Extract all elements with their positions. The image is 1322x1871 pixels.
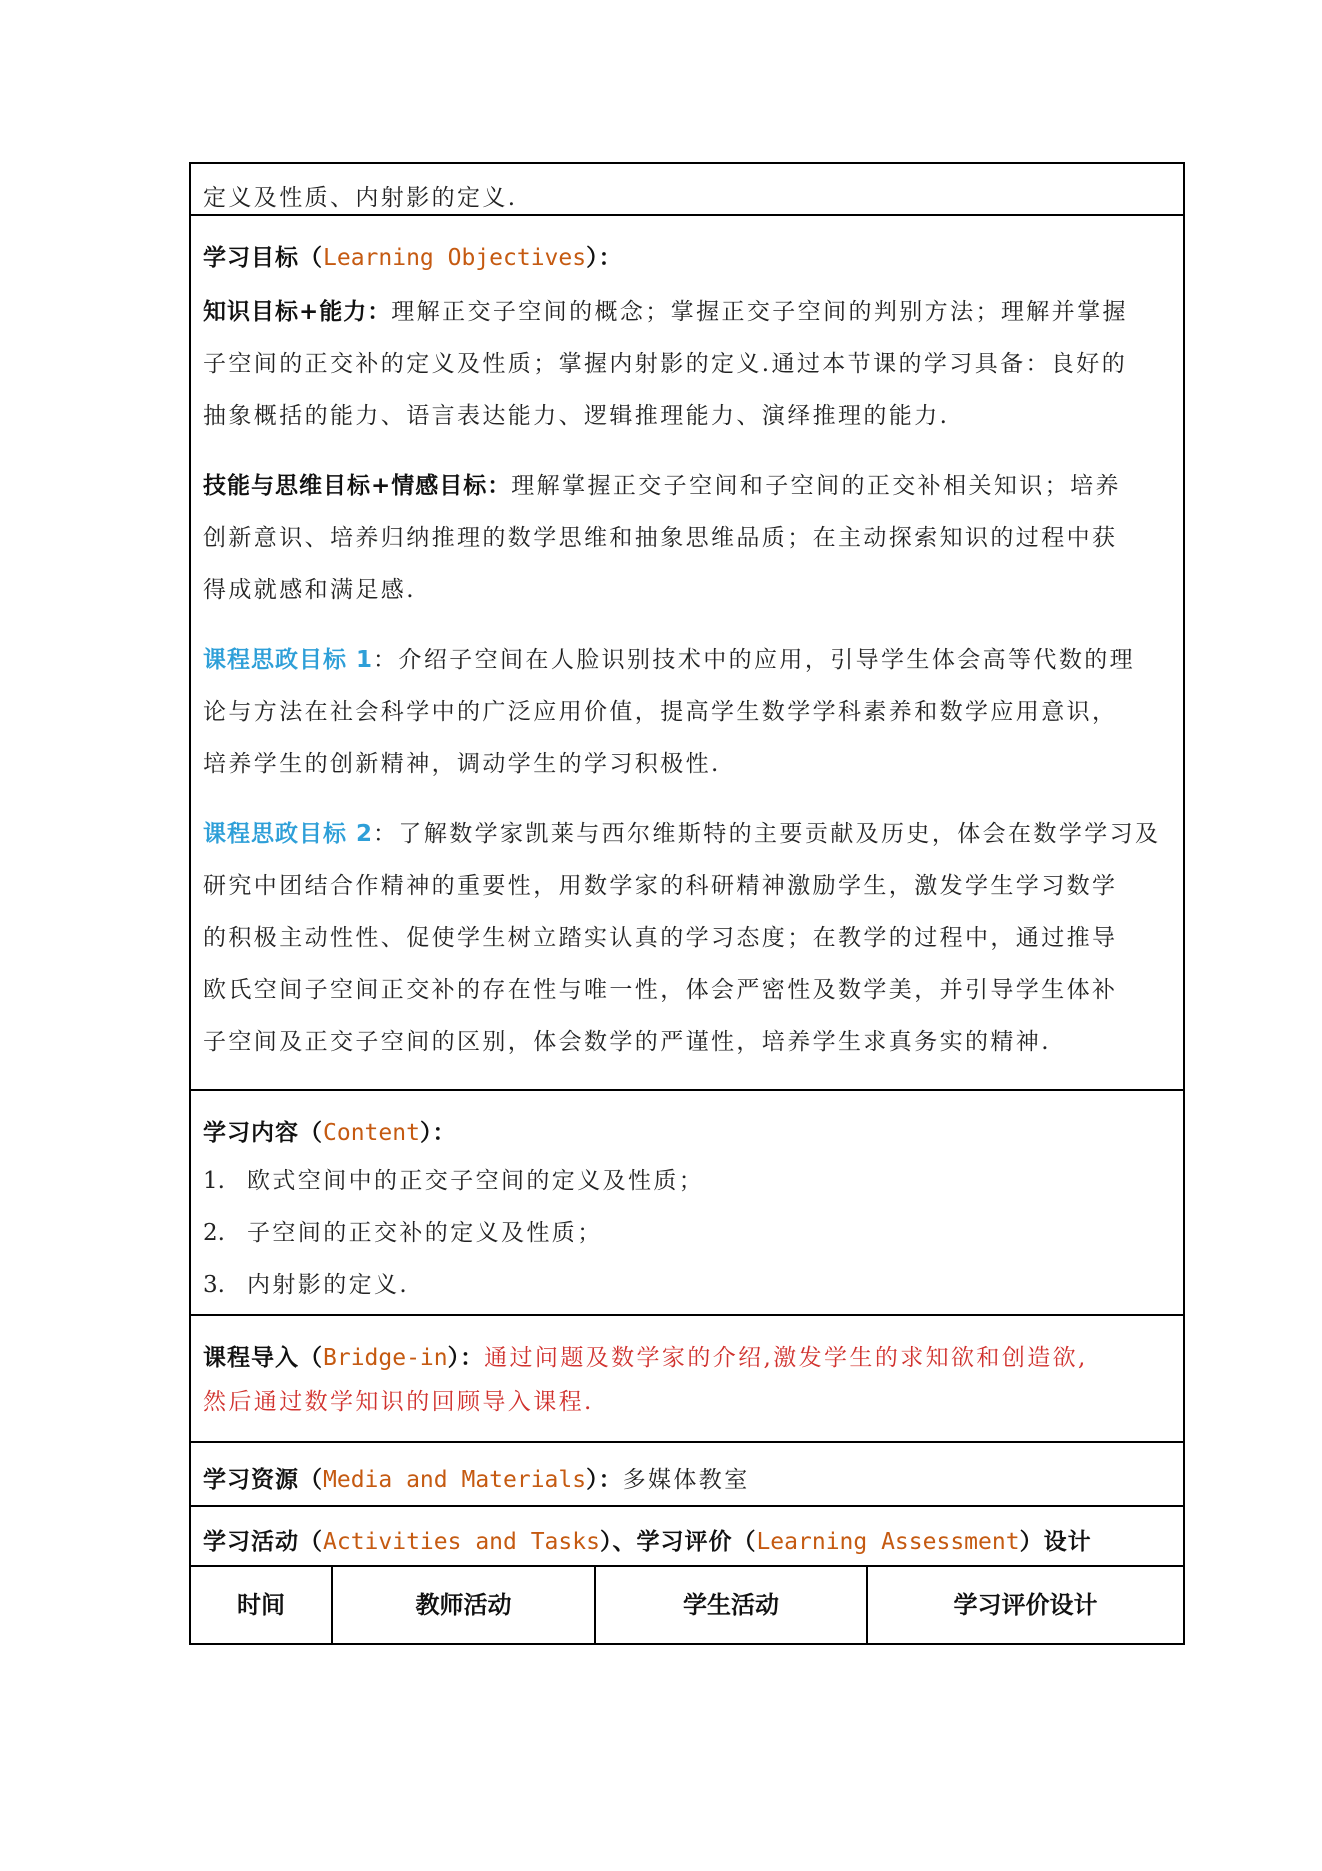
ideology-objective-2: 课程思政目标 2：了解数学家凯莱与西尔维斯特的主要贡献及历史，体会在数学学习及 研究中团结合作精神的重要性，用数学家的科研精神激励学生，激发学生学习数学 的积极主动性性、促使学生树立踏实认真的学习态度；在教学的过程中，通过推导 欧氏空间子空间正交补的存在性与唯一性，体会严密性及数学美，并引导学生体补 子空间及正交子空间的区别，体会数学的严谨性，培养学生求真务实的精神. — [203, 821, 1161, 1055]
skills-objective: 技能与思维目标+情感目标：理解掌握正交子空间和子空间的正交补相关知识；培养 创新意识、培养归纳推理的数学思维和抽象思维品质；在主动探索知识的过程中获 得成就感和满足感. — [203, 473, 1121, 603]
objectives-heading: 学习目标（Learning Objectives）： — [203, 245, 623, 271]
continuation-text: 定义及性质、内射影的定义. — [203, 185, 518, 211]
knowledge-label: 知识目标+能力： — [203, 299, 392, 325]
schedule-header-row — [191, 1567, 1183, 1643]
content-heading: 学习内容（Content）： — [203, 1120, 457, 1146]
objectives-section — [191, 216, 1183, 1091]
ideology-label-2: 课程思政目标 2 — [203, 821, 374, 847]
bridge-in-section: 课程导入（Bridge-in）：通过问题及数学家的介绍,激发学生的求知欲和创造欲, 然后通过数学知识的回顾导入课程. — [191, 1316, 1183, 1443]
media-section: 学习资源（Media and Materials）：多媒体教室 — [191, 1443, 1183, 1507]
list-item: 2. 子空间的正交补的定义及性质； — [203, 1220, 603, 1246]
content-section — [191, 1091, 1183, 1316]
bridge-in-text: 通过问题及数学家的介绍,激发学生的求知欲和创造欲, — [484, 1345, 1088, 1371]
ideology-objective-1: 课程思政目标 1：介绍子空间在人脸识别技术中的应用，引导学生体会高等代数的理 论与方法在社会科学中的广泛应用价值，提高学生数学学科素养和数学应用意识， 培养学生的创新精神，调动学生的学习积极性. — [203, 647, 1136, 777]
knowledge-objective: 知识目标+能力：理解正交子空间的概念；掌握正交子空间的判别方法；理解并掌握 子空间的正交补的定义及性质；掌握内射影的定义.通过本节课的学习具备：良好的 抽象概括的能力、语言表达能力、逻辑推理能力、演绎推理的能力. — [203, 299, 1128, 429]
col-time-header: 时间 — [191, 1567, 333, 1643]
list-item: 1. 欧式空间中的正交子空间的定义及性质； — [203, 1168, 705, 1194]
continuation-row — [191, 164, 1183, 216]
skills-label: 技能与思维目标+情感目标： — [203, 473, 512, 499]
media-value: 多媒体教室 — [622, 1467, 750, 1493]
lesson-plan-table — [189, 162, 1185, 1645]
activities-section: 学习活动（Activities and Tasks）、学习评价（Learning Assessment）设计 — [191, 1507, 1183, 1567]
col-teacher-header: 教师活动 — [333, 1567, 596, 1643]
col-student-header: 学生活动 — [596, 1567, 868, 1643]
list-item: 3. 内射影的定义. — [203, 1272, 410, 1298]
col-eval-header: 学习评价 设计 — [953, 1591, 1098, 1619]
ideology-label-1: 课程思政目标 1 — [203, 647, 374, 673]
